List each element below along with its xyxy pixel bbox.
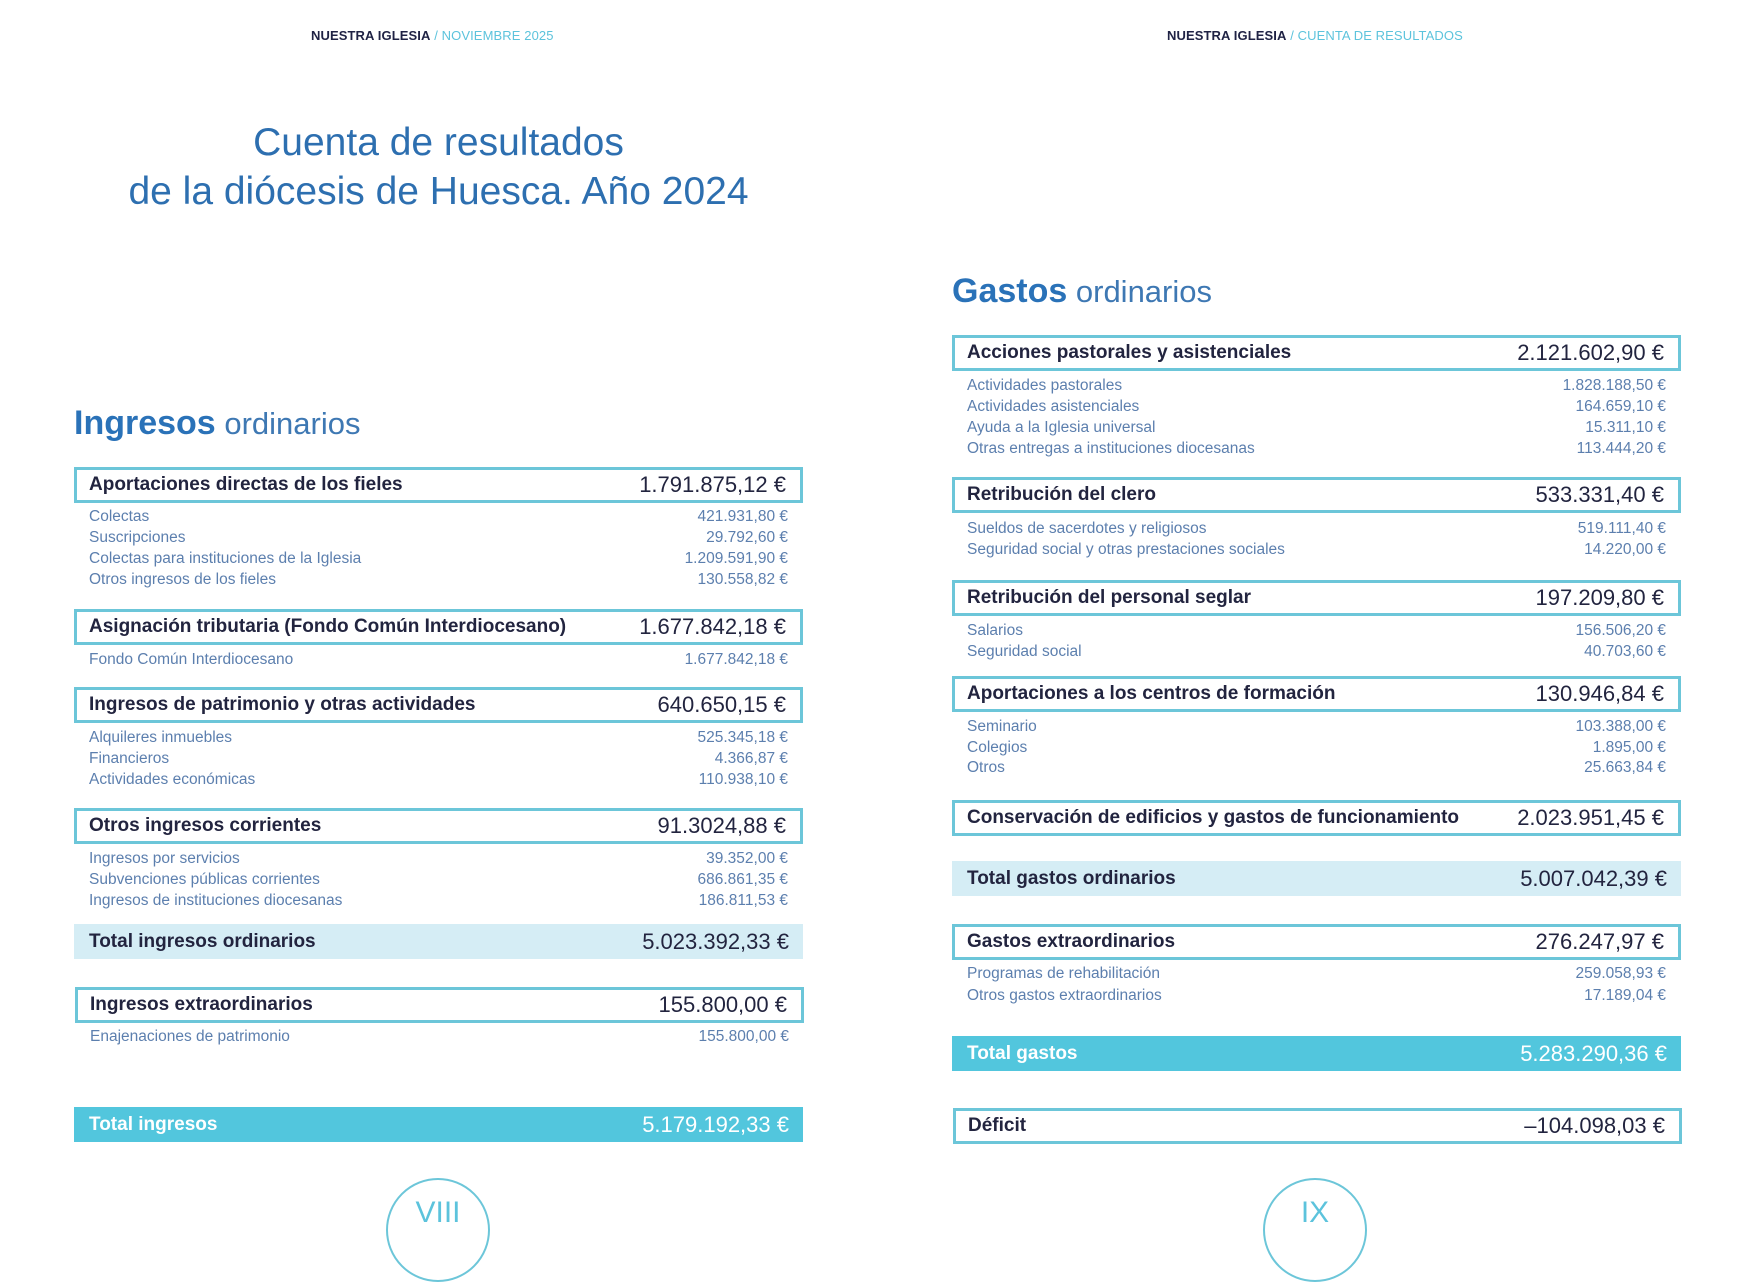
title-line-1: Cuenta de resultados xyxy=(253,121,624,164)
line-item-label: Seguridad social y otras prestaciones sociales xyxy=(967,541,1285,558)
income-heading xyxy=(74,404,360,443)
line-item-amount: 259.058,93 € xyxy=(1575,965,1666,982)
total-amount: 5.179.192,33 € xyxy=(642,1111,789,1137)
running-head-section: CUENTA DE RESULTADOS xyxy=(1297,28,1463,43)
line-item-label: Actividades económicas xyxy=(89,771,256,788)
category-label: Asignación tributaria (Fondo Común Interdiocesano) xyxy=(89,616,567,637)
line-item-amount: 4.366,87 € xyxy=(714,750,788,767)
line-item-amount: 39.352,00 € xyxy=(706,850,788,867)
publication-name: NUESTRA IGLESIA xyxy=(1167,28,1287,43)
expense-category-box xyxy=(952,477,1681,513)
deficit-box xyxy=(953,1108,1682,1144)
line-item-label: Otros xyxy=(967,759,1005,776)
line-item-amount: 15.311,10 € xyxy=(1585,419,1666,436)
category-amount: 130.946,84 € xyxy=(1535,681,1664,706)
total-ordinary-income xyxy=(74,924,803,959)
total-ordinary-expenses xyxy=(952,861,1681,896)
line-item xyxy=(952,376,1681,396)
line-item xyxy=(74,770,803,790)
line-item xyxy=(74,728,803,748)
expense-category-box xyxy=(952,676,1681,712)
line-item-label: Otros gastos extraordinarios xyxy=(967,987,1162,1004)
line-item-amount: 113.444,20 € xyxy=(1576,440,1666,457)
line-item-amount: 421.931,80 € xyxy=(697,508,788,525)
deficit-amount: –104.098,03 € xyxy=(1524,1113,1665,1138)
expenses-heading-strong: Gastos xyxy=(952,272,1068,310)
deficit-label: Déficit xyxy=(968,1115,1027,1136)
category-amount: 2.121.602,90 € xyxy=(1517,340,1664,365)
category-label: Retribución del personal seglar xyxy=(967,587,1252,608)
line-item xyxy=(74,507,803,527)
total-label: Total ingresos xyxy=(89,1113,218,1135)
total-amount: 5.007.042,39 € xyxy=(1520,865,1667,891)
line-item-label: Colectas xyxy=(89,508,150,525)
line-item-label: Actividades asistenciales xyxy=(967,398,1140,415)
line-item xyxy=(952,964,1681,984)
line-item-amount: 1.828.188,50 € xyxy=(1562,377,1666,394)
category-label: Aportaciones a los centros de formación xyxy=(967,683,1336,704)
line-item-label: Financieros xyxy=(89,750,170,767)
line-item-label: Seguridad social xyxy=(967,643,1082,660)
income-category-box xyxy=(74,609,803,645)
line-item-amount: 1.895,00 € xyxy=(1592,739,1666,756)
line-item-amount: 164.659,10 € xyxy=(1575,398,1666,415)
line-item-amount: 686.861,35 € xyxy=(697,871,788,888)
publication-name: NUESTRA IGLESIA xyxy=(311,28,431,43)
category-amount: 1.677.842,18 € xyxy=(639,614,786,639)
total-income xyxy=(74,1107,803,1142)
category-label: Otros ingresos corrientes xyxy=(89,815,322,836)
category-amount: 155.800,00 € xyxy=(658,992,787,1017)
income-category-box xyxy=(74,808,803,844)
line-item-label: Ingresos por servicios xyxy=(89,850,240,867)
document-title xyxy=(74,118,803,216)
line-item-amount: 155.800,00 € xyxy=(698,1028,789,1045)
page-number-text: VIII xyxy=(415,1196,461,1229)
line-item-amount: 17.189,04 € xyxy=(1584,987,1666,1004)
income-heading-strong: Ingresos xyxy=(74,404,216,442)
line-item-amount: 110.938,10 € xyxy=(698,771,788,788)
line-item-amount: 130.558,82 € xyxy=(697,571,788,588)
line-item xyxy=(74,891,803,911)
line-item-label: Otros ingresos de los fieles xyxy=(89,571,276,588)
line-item-amount: 29.792,60 € xyxy=(706,529,788,546)
line-item-amount: 40.703,60 € xyxy=(1584,643,1666,660)
line-item-amount: 519.111,40 € xyxy=(1577,520,1666,537)
line-item-label: Sueldos de sacerdotes y religiosos xyxy=(967,520,1207,537)
running-head-separator: / xyxy=(430,28,442,43)
line-item-label: Suscripciones xyxy=(89,529,186,546)
running-head-left xyxy=(311,28,554,43)
category-label: Retribución del clero xyxy=(967,484,1156,505)
line-item-amount: 525.345,18 € xyxy=(697,729,788,746)
page-number-left xyxy=(386,1178,490,1282)
line-item-label: Enajenaciones de patrimonio xyxy=(90,1028,290,1045)
line-item xyxy=(75,1027,804,1047)
line-item xyxy=(952,717,1681,737)
line-item xyxy=(952,642,1681,662)
expenses-heading-light: ordinarios xyxy=(1067,274,1213,309)
line-item xyxy=(952,738,1681,758)
line-item xyxy=(74,870,803,890)
line-item xyxy=(952,986,1681,1006)
category-label: Ingresos de patrimonio y otras actividades xyxy=(89,694,476,715)
line-item-label: Ingresos de instituciones diocesanas xyxy=(89,892,343,909)
line-item-label: Subvenciones públicas corrientes xyxy=(89,871,320,888)
line-item xyxy=(952,758,1681,778)
category-label: Gastos extraordinarios xyxy=(967,931,1176,952)
page-number-text: IX xyxy=(1300,1196,1330,1229)
expense-category-box xyxy=(952,335,1681,371)
category-amount: 197.209,80 € xyxy=(1535,585,1664,610)
extraordinary-income-box xyxy=(75,987,804,1023)
line-item-label: Otras entregas a instituciones diocesanas xyxy=(967,440,1255,457)
total-expenses xyxy=(952,1036,1681,1071)
total-amount: 5.023.392,33 € xyxy=(642,928,789,954)
line-item xyxy=(74,849,803,869)
running-head-separator: / xyxy=(1286,28,1298,43)
line-item xyxy=(952,621,1681,641)
total-amount: 5.283.290,36 € xyxy=(1520,1040,1667,1066)
line-item xyxy=(952,439,1681,459)
total-label: Total gastos ordinarios xyxy=(967,867,1176,889)
category-label: Acciones pastorales y asistenciales xyxy=(967,342,1292,363)
category-amount: 276.247,97 € xyxy=(1535,929,1664,954)
line-item xyxy=(952,418,1681,438)
line-item xyxy=(74,749,803,769)
category-amount: 640.650,15 € xyxy=(657,692,786,717)
line-item-label: Seminario xyxy=(967,718,1037,735)
total-label: Total gastos xyxy=(967,1042,1078,1064)
line-item-amount: 103.388,00 € xyxy=(1575,718,1666,735)
line-item-amount: 1.677.842,18 € xyxy=(684,651,788,668)
line-item-label: Fondo Común Interdiocesano xyxy=(89,651,294,668)
line-item-label: Colegios xyxy=(967,739,1028,756)
line-item xyxy=(74,528,803,548)
line-item-label: Programas de rehabilitación xyxy=(967,965,1160,982)
line-item-amount: 186.811,53 € xyxy=(698,892,788,909)
income-category-box xyxy=(74,687,803,723)
line-item-label: Colectas para instituciones de la Iglesia xyxy=(89,550,362,567)
expenses-heading xyxy=(952,272,1212,311)
line-item xyxy=(952,397,1681,417)
expense-category-box xyxy=(952,800,1681,836)
line-item-label: Ayuda a la Iglesia universal xyxy=(967,419,1156,436)
category-amount: 1.791.875,12 € xyxy=(639,472,786,497)
income-category-box xyxy=(74,467,803,503)
line-item-amount: 25.663,84 € xyxy=(1584,759,1666,776)
running-head-section: NOVIEMBRE 2025 xyxy=(441,28,554,43)
category-amount: 2.023.951,45 € xyxy=(1517,805,1664,830)
line-item-amount: 156.506,20 € xyxy=(1575,622,1666,639)
category-label: Ingresos extraordinarios xyxy=(90,994,313,1015)
line-item-amount: 14.220,00 € xyxy=(1584,541,1666,558)
extraordinary-expenses-box xyxy=(952,924,1681,960)
category-label: Conservación de edificios y gastos de funcionamiento xyxy=(967,807,1459,828)
category-label: Aportaciones directas de los fieles xyxy=(89,474,403,495)
category-amount: 91.3024,88 € xyxy=(657,813,786,838)
title-line-2: de la diócesis de Huesca. Año 2024 xyxy=(128,170,749,213)
line-item-label: Salarios xyxy=(967,622,1023,639)
line-item-label: Alquileres inmuebles xyxy=(89,729,233,746)
total-label: Total ingresos ordinarios xyxy=(89,930,316,952)
page-number-right xyxy=(1263,1178,1367,1282)
line-item xyxy=(952,540,1681,560)
category-amount: 533.331,40 € xyxy=(1535,482,1664,507)
income-heading-light: ordinarios xyxy=(215,406,361,441)
line-item-amount: 1.209.591,90 € xyxy=(684,550,788,567)
line-item xyxy=(952,519,1681,539)
expense-category-box xyxy=(952,580,1681,616)
line-item xyxy=(74,650,803,670)
running-head-right xyxy=(1167,28,1463,43)
line-item-label: Actividades pastorales xyxy=(967,377,1123,394)
line-item xyxy=(74,549,803,569)
line-item xyxy=(74,570,803,590)
